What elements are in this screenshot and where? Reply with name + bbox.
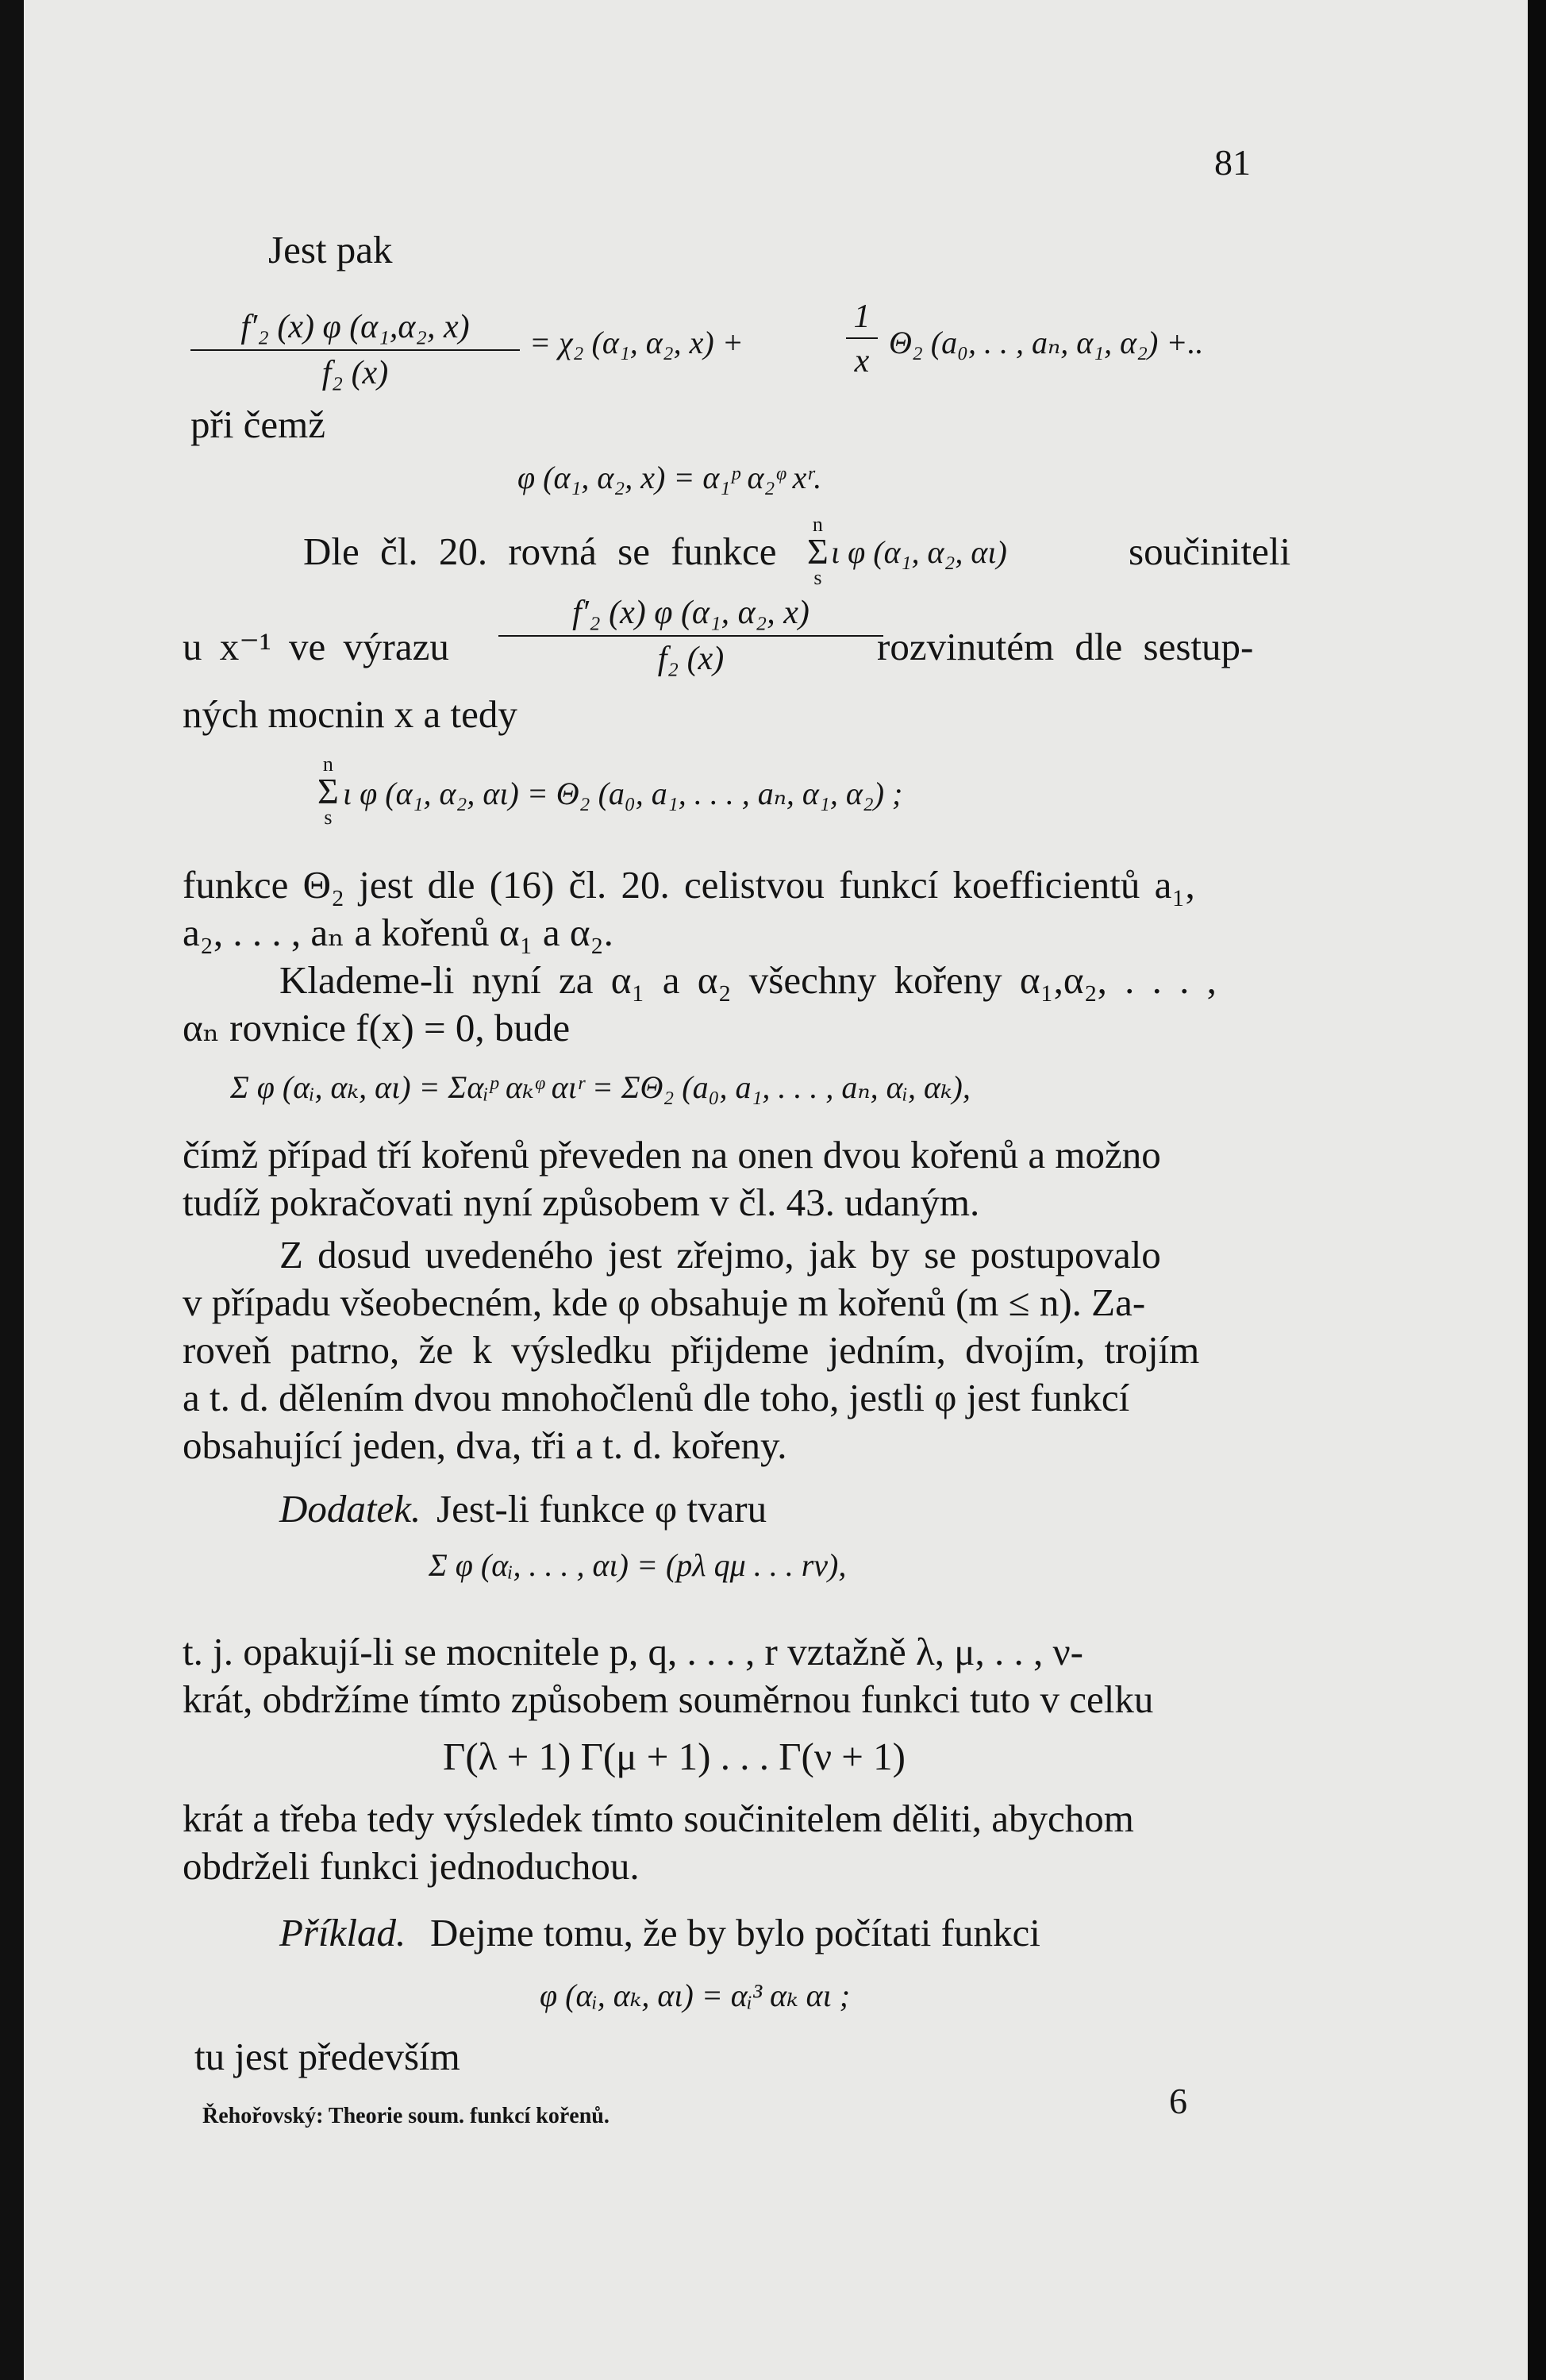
equation-5: Σ φ (αᵢ, . . . , αι) = (pλ qμ . . . rν), [429,1547,847,1583]
text-line: čímž případ tří kořenů převeden na onen dvou kořenů a možno [183,1133,1161,1177]
text-line: součiniteli [1129,530,1291,573]
section-label-priklad: Příklad. [279,1911,406,1954]
equation-1-small-denominator: x [854,343,870,379]
text-line: obdrželi funkci jednoduchou. [183,1844,640,1888]
scan-left-edge [0,0,24,2380]
sum-symbol: n Σ s [317,753,339,830]
equation-3: ι φ (α₁, α₂, αι) = Θ₂ (a₀, a₁, . . . , aₙ, α₁, α₂) ; [343,776,903,811]
text-line: tudíž pokračovati nyní způsobem v čl. 43. udaným. [183,1180,980,1224]
text-line: a t. d. dělením dvou mnohočlenů dle toho, jestli φ jest funkcí [183,1376,1130,1419]
text-line: Jest-li funkce φ tvaru [436,1487,767,1531]
text-line: v případu všeobecném, kde φ obsahuje m kořenů (m ≤ n). Za- [183,1281,1146,1324]
text-line: αₙ rovnice f(x) = 0, bude [183,1006,571,1049]
text-line: obsahující jeden, dva, tři a t. d. kořeny. [183,1423,787,1467]
equation-1-rhs: = χ₂ (α₁, α₂, x) + [529,325,744,360]
text-line: krát, obdržíme tímto způsobem souměrnou funkci tuto v celku [183,1677,1154,1721]
equation-1-numerator: f′₂ (x) φ (α₁,α₂, x) [190,308,520,351]
equation-6: Γ(λ + 1) Γ(μ + 1) . . . Γ(ν + 1) [443,1735,906,1778]
expression-denominator: f₂ (x) [657,641,725,677]
text-line: při čemž [190,402,326,446]
text-line: krát a třeba tedy výsledek tímto součinitelem děliti, abychom [183,1797,1134,1840]
equation-1-small-numerator: 1 [846,298,878,339]
text-line: tu jest především [194,2035,460,2078]
scan-right-edge [1528,0,1546,2380]
text-line: roveň patrno, že k výsledku přijdeme jedním, dvojím, trojím [183,1328,1200,1372]
equation-4: Σ φ (αᵢ, αₖ, αι) = Σαᵢᵖ αₖᵠ αιʳ = ΣΘ₂ (a₀, a₁, . . . , aₙ, αᵢ, αₖ), [230,1069,971,1105]
sum-symbol: n Σ s [807,513,829,590]
expression-fraction [498,594,883,678]
text-line: Dle čl. 20. rovná se funkce [303,530,777,573]
text-line: funkce Θ₂ jest dle (16) čl. 20. celistvou funkcí koefficientů a₁, [183,863,1195,907]
section-label-dodatek: Dodatek. [279,1487,421,1531]
text-line: rozvinutém dle sestup- [877,625,1254,668]
equation-1-tail: Θ₂ (a₀, . . , aₙ, α₁, α₂) +.. [889,325,1204,360]
footer-citation: Řehořovský: Theorie soum. funkcí kořenů. [202,2104,610,2128]
text-line: ných mocnin x a tedy [183,692,517,736]
text-line: u x⁻¹ ve výrazu [183,625,449,668]
page-number-bottom: 6 [1169,2081,1187,2121]
text-line: Jest pak [268,228,393,272]
text-line: Klademe-li nyní za α₁ a α₂ všechny kořeny α₁,α₂, . . . , [279,958,1217,1002]
text-line: t. j. opakují-li se mocnitele p, q, . . . , r vztažně λ, μ, . . , ν- [183,1630,1083,1673]
equation-2: φ (α₁, α₂, x) = α₁ᵖ α₂ᵠ xʳ. [517,460,822,495]
book-page [24,0,1528,2380]
equation-1-denominator: f₂ (x) [321,355,389,391]
equation-7: φ (αᵢ, αₖ, αι) = αᵢ³ αₖ αι ; [540,1978,851,2013]
text-line-math: ι φ (α₁, α₂, αι) [831,534,1007,570]
equation-1-small-fraction [846,298,878,380]
text-line: Dejme tomu, že by bylo počítati funkci [430,1911,1040,1954]
page-number-top: 81 [1214,142,1251,183]
text-line: a₂, . . . , aₙ a kořenů α₁ a α₂. [183,911,613,954]
equation-1-fraction [190,308,520,392]
text-line: Z dosud uvedeného jest zřejmo, jak by se postupovalo [279,1233,1161,1277]
expression-numerator: f′₂ (x) φ (α₁, α₂, x) [498,594,883,637]
